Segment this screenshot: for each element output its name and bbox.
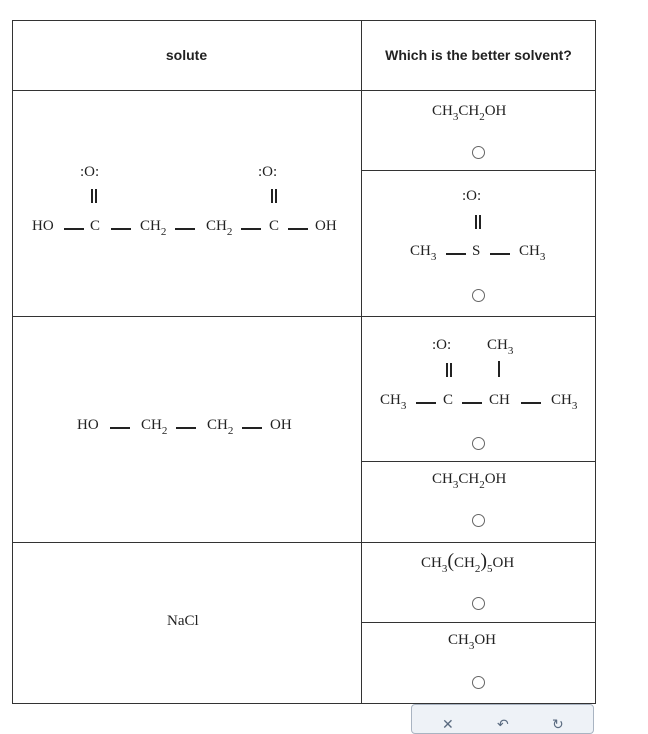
option-ethanol-1: $CH_3CH_2OH$	[432, 103, 507, 123]
atom-ho-glycol: HO	[77, 417, 99, 433]
atom-s: S	[472, 243, 481, 259]
atom-oh: OH	[315, 218, 337, 234]
group-ch: CH	[489, 392, 510, 408]
group-ch3-branch: $CH_3$	[487, 337, 514, 357]
bond-branch	[498, 361, 500, 377]
atom-c-1: C	[90, 218, 101, 234]
solute-succinic-acid	[12, 91, 361, 316]
header-solute: solute	[165, 47, 208, 63]
option-divider-3	[361, 622, 596, 623]
option-ethanol-2: $CH_3CH_2OH$	[432, 471, 507, 491]
bond-dmso-1	[446, 253, 466, 255]
bond-glycol-3	[242, 427, 262, 429]
solute-ethylene-glycol	[12, 317, 361, 542]
bond-3	[175, 228, 195, 230]
group-ch3-dmso-1: $CH_3$	[410, 243, 437, 263]
bond-1	[64, 228, 84, 230]
group-ch3-left: $CH_3$	[380, 392, 407, 412]
atom-c-2: C	[269, 218, 280, 234]
atom-ho: HO	[32, 218, 54, 234]
option-divider-2	[361, 461, 596, 462]
double-bond-dmso	[475, 215, 481, 229]
lone-pair-oxygen-1: :O:	[80, 164, 100, 180]
radio-q1-dmso[interactable]	[472, 289, 485, 302]
header-solvent: Which is the better solvent?	[385, 47, 572, 63]
reset-icon[interactable]: ↻	[552, 717, 564, 733]
bond-2	[111, 228, 131, 230]
group-ch2-glycol-1: $CH_2$	[141, 417, 168, 437]
lone-pair-oxygen-2: :O:	[258, 164, 278, 180]
bond-ketone-1	[416, 402, 436, 404]
bond-glycol-2	[176, 427, 196, 429]
lone-pair-oxygen-dmso: :O:	[462, 188, 482, 204]
answer-toolbar	[411, 704, 594, 734]
row-divider-2	[12, 542, 596, 543]
group-ch2-glycol-2: $CH_2$	[207, 417, 234, 437]
solute-nacl: NaCl	[167, 613, 199, 629]
undo-icon[interactable]: ↶	[497, 717, 509, 733]
double-bond-1	[91, 189, 97, 203]
group-ch2-1: $CH_2$	[140, 218, 167, 238]
atom-c-ketone: C	[443, 392, 454, 408]
bond-ketone-3	[521, 402, 541, 404]
double-bond-2	[271, 189, 277, 203]
lone-pair-oxygen-ketone: :O:	[432, 337, 452, 353]
double-bond-ketone	[446, 363, 452, 377]
group-ch3-right: $CH_3$	[551, 392, 578, 412]
bond-dmso-2	[490, 253, 510, 255]
radio-q1-ethanol[interactable]	[472, 146, 485, 159]
bond-glycol-1	[110, 427, 130, 429]
close-icon[interactable]: ✕	[442, 717, 454, 733]
group-ch3-dmso-2: $CH_3$	[519, 243, 546, 263]
bond-ketone-2	[462, 402, 482, 404]
radio-q2-ethanol[interactable]	[472, 514, 485, 527]
group-ch2-2: $CH_2$	[206, 218, 233, 238]
radio-q2-methylbutanone[interactable]	[472, 437, 485, 450]
atom-oh-glycol: OH	[270, 417, 292, 433]
option-methanol: $CH_3OH$	[448, 632, 497, 652]
bond-5	[288, 228, 308, 230]
radio-q3-hexanol[interactable]	[472, 597, 485, 610]
radio-q3-methanol[interactable]	[472, 676, 485, 689]
bond-4	[241, 228, 261, 230]
option-hexanol: $CH_3(CH_2)_5OH$	[421, 550, 515, 575]
